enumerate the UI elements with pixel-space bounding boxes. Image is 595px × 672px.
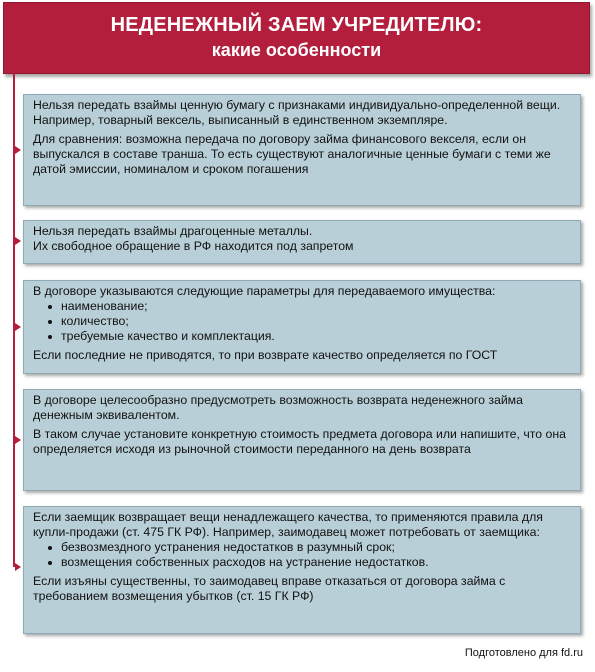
credit-text: Подготовлено для fd.ru (464, 647, 583, 659)
list-item: требуемые качество и комплектация. (45, 329, 570, 344)
box-paragraph: Если заемщик возвращает вещи ненадлежащего качества, то применяются правила для купли-продажи (ст. 475 ГК РФ). Например, заимодавец может потребовать от заемщика: (33, 510, 543, 539)
info-box-securities (23, 94, 581, 206)
arrow-right-icon (15, 563, 21, 571)
box-paragraph: Если изъяны существенны, то заимодавец вправе отказаться от договора займа с требованием возмещения убытков (ст. 15 ГК РФ) (33, 574, 506, 603)
info-box-parameters (23, 280, 581, 374)
box-paragraph: В таком случае установите конкретную стоимость предмета договора или напишите, что она определяется исходя из рыночной стоимости переданного на день возврата (33, 427, 566, 456)
arrow-right-icon (15, 146, 21, 154)
box-paragraph: Нельзя передать взаймы драгоценные металлы. (33, 224, 313, 238)
box-paragraph: Нельзя передать взаймы ценную бумагу с признаками индивидуально-определенной вещи. Например, товарный вексель, выписанный в единственном экземпляре. (33, 98, 561, 127)
arrow-right-icon (15, 237, 21, 245)
box-paragraph: В договоре указываются следующие параметры для передаваемого имущества: (33, 284, 496, 298)
title-line-2: какие особенности (211, 40, 382, 60)
list-item: количество; (45, 314, 570, 329)
box-paragraph: Их свободное обращение в РФ находится под запретом (33, 239, 354, 253)
list-item: наименование; (45, 299, 570, 314)
bullet-list (33, 540, 570, 570)
info-box-money-equivalent (23, 389, 581, 491)
box-paragraph: Если последние не приводятся, то при возврате качество определяется по ГОСТ (33, 348, 498, 362)
box-paragraph: Для сравнения: возможна передача по договору займа финансового векселя, если он выпускался в составе транша. То есть существуют аналогичные ценные бумаги с теми же датой эмиссии, номиналом и сроком погашения (33, 132, 551, 176)
info-box-poor-quality (23, 506, 581, 634)
arrow-right-icon (15, 436, 21, 444)
box-paragraph: В договоре целесообразно предусмотреть возможность возврата неденежного займа денежным эквивалентом. (33, 393, 523, 422)
arrow-right-icon (15, 323, 21, 331)
title-line-1: НЕДЕНЕЖНЫЙ ЗАЕМ УЧРЕДИТЕЛЮ: (110, 14, 483, 36)
list-item: возмещения собственных расходов на устранение недостатков. (45, 555, 570, 570)
bullet-list (33, 299, 570, 344)
title-banner (3, 2, 590, 74)
info-box-precious-metals (23, 220, 581, 264)
list-item: безвозмездного устранения недостатков в разумный срок; (45, 540, 570, 555)
